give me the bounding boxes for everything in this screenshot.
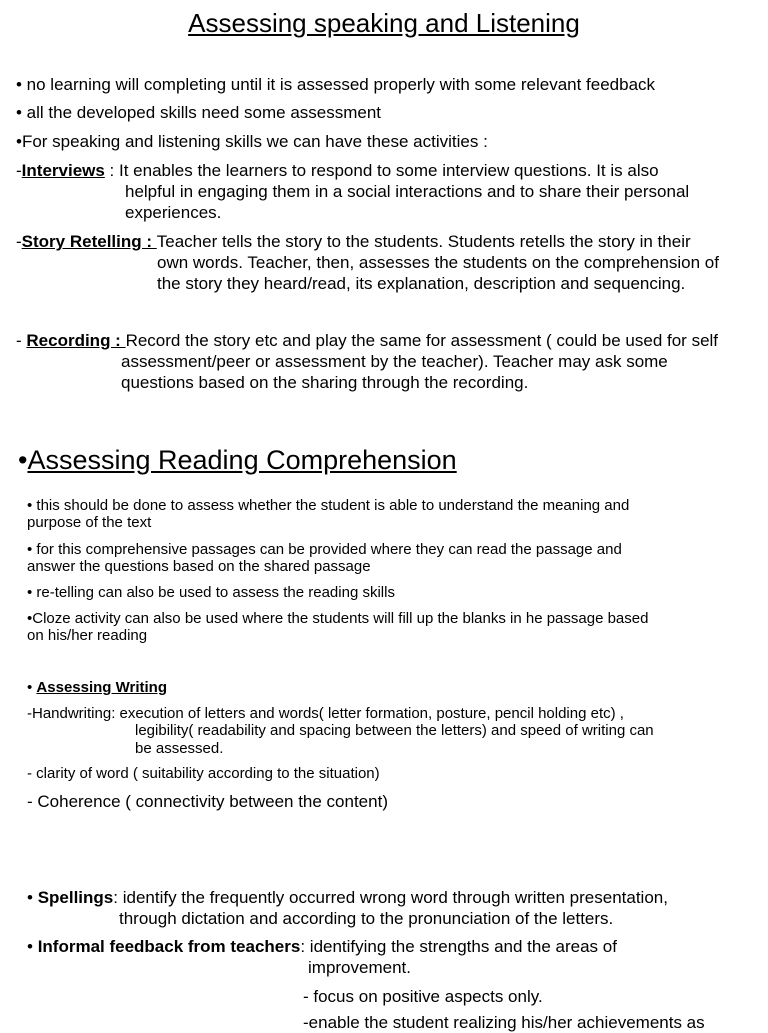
dash: - — [16, 232, 22, 251]
feedback-line-1 — [27, 936, 617, 957]
feedback-text: : identifying the strengths and the areas of — [300, 937, 617, 956]
writing-bullet: • — [27, 679, 37, 696]
reading-heading — [18, 445, 457, 476]
dash: - — [16, 161, 22, 180]
speaking-bullet-2: • all the developed skills need some assessment — [16, 103, 382, 122]
feedback-term: Informal feedback from teachers — [37, 937, 301, 956]
reading-point-4-line-2: on his/her reading — [27, 627, 148, 644]
speaking-bullet-3: •For speaking and listening skills we can have these activities : — [16, 132, 488, 151]
handwriting-line-2: legibility( readability and spacing between the letters) and speed of writing can — [135, 722, 654, 739]
retelling-line-2: own words. Teacher, then, assesses the students on the comprehension of — [157, 253, 719, 272]
reading-point-2-line-2: answer the questions based on the shared passage — [27, 558, 371, 575]
interviews-term: Interviews — [21, 161, 105, 180]
reading-point-2-line-1: • for this comprehensive passages can be provided where they can read the passage and — [27, 541, 622, 558]
feedback-line-2: improvement. — [308, 958, 411, 977]
retelling-term: Story Retelling : — [21, 232, 157, 251]
page-title: Assessing speaking and Listening — [188, 8, 580, 38]
recording-term: Recording : — [26, 331, 126, 350]
feedback-line-4: -enable the student realizing his/her achievements as — [303, 1013, 705, 1032]
writing-title: Assessing Writing — [36, 679, 168, 696]
interviews-line-3: experiences. — [125, 203, 222, 222]
writing-heading — [27, 679, 167, 696]
reading-point-3: • re-telling can also be used to assess the reading skills — [27, 584, 395, 601]
retelling-line-1 — [16, 231, 691, 252]
speaking-bullet-1: • no learning will completing until it is assessed properly with some relevant feedback — [16, 75, 656, 94]
dash: - — [16, 331, 27, 350]
recording-line-1 — [16, 330, 718, 351]
reading-point-4-line-1: •Cloze activity can also be used where the students will fill up the blanks in he passage based — [27, 610, 649, 627]
clarity-line: - clarity of word ( suitability according to the situation) — [27, 765, 380, 782]
spellings-bullet: • — [27, 888, 38, 907]
recording-line-2: assessment/peer or assessment by the teacher). Teacher may ask some — [121, 352, 668, 371]
reading-point-1-line-1: • this should be done to assess whether the student is able to understand the meaning and — [27, 497, 630, 514]
spellings-text: : identify the frequently occurred wrong word through written presentation, — [113, 888, 668, 907]
reading-point-1-line-2: purpose of the text — [27, 514, 152, 531]
spellings-term: Spellings — [37, 888, 114, 907]
feedback-line-3: - focus on positive aspects only. — [303, 987, 543, 1006]
spellings-line-2: through dictation and according to the pronunciation of the letters. — [119, 909, 614, 928]
recording-text: Record the story etc and play the same for assessment ( could be used for self — [125, 331, 719, 350]
feedback-bullet: • — [27, 937, 38, 956]
handwriting-line-3: be assessed. — [135, 740, 224, 757]
retelling-line-3: the story they heard/read, its explanation, description and sequencing. — [157, 274, 686, 293]
coherence-line: - Coherence ( connectivity between the content) — [27, 792, 388, 811]
reading-title: Assessing Reading Comprehension — [27, 445, 457, 475]
interviews-line-2: helpful in engaging them in a social interactions and to share their personal — [125, 182, 690, 201]
spellings-line-1 — [27, 887, 668, 908]
reading-bullet: • — [18, 445, 28, 475]
recording-line-3: questions based on the sharing through the recording. — [121, 373, 529, 392]
interviews-text: : It enables the learners to respond to some interview questions. It is also — [104, 161, 659, 180]
handwriting-line-1: -Handwriting: execution of letters and words( letter formation, posture, pencil holding etc) , — [27, 705, 624, 722]
retelling-text: Teacher tells the story to the students. Students retells the story in their — [156, 232, 691, 251]
interviews-line-1 — [16, 160, 659, 181]
